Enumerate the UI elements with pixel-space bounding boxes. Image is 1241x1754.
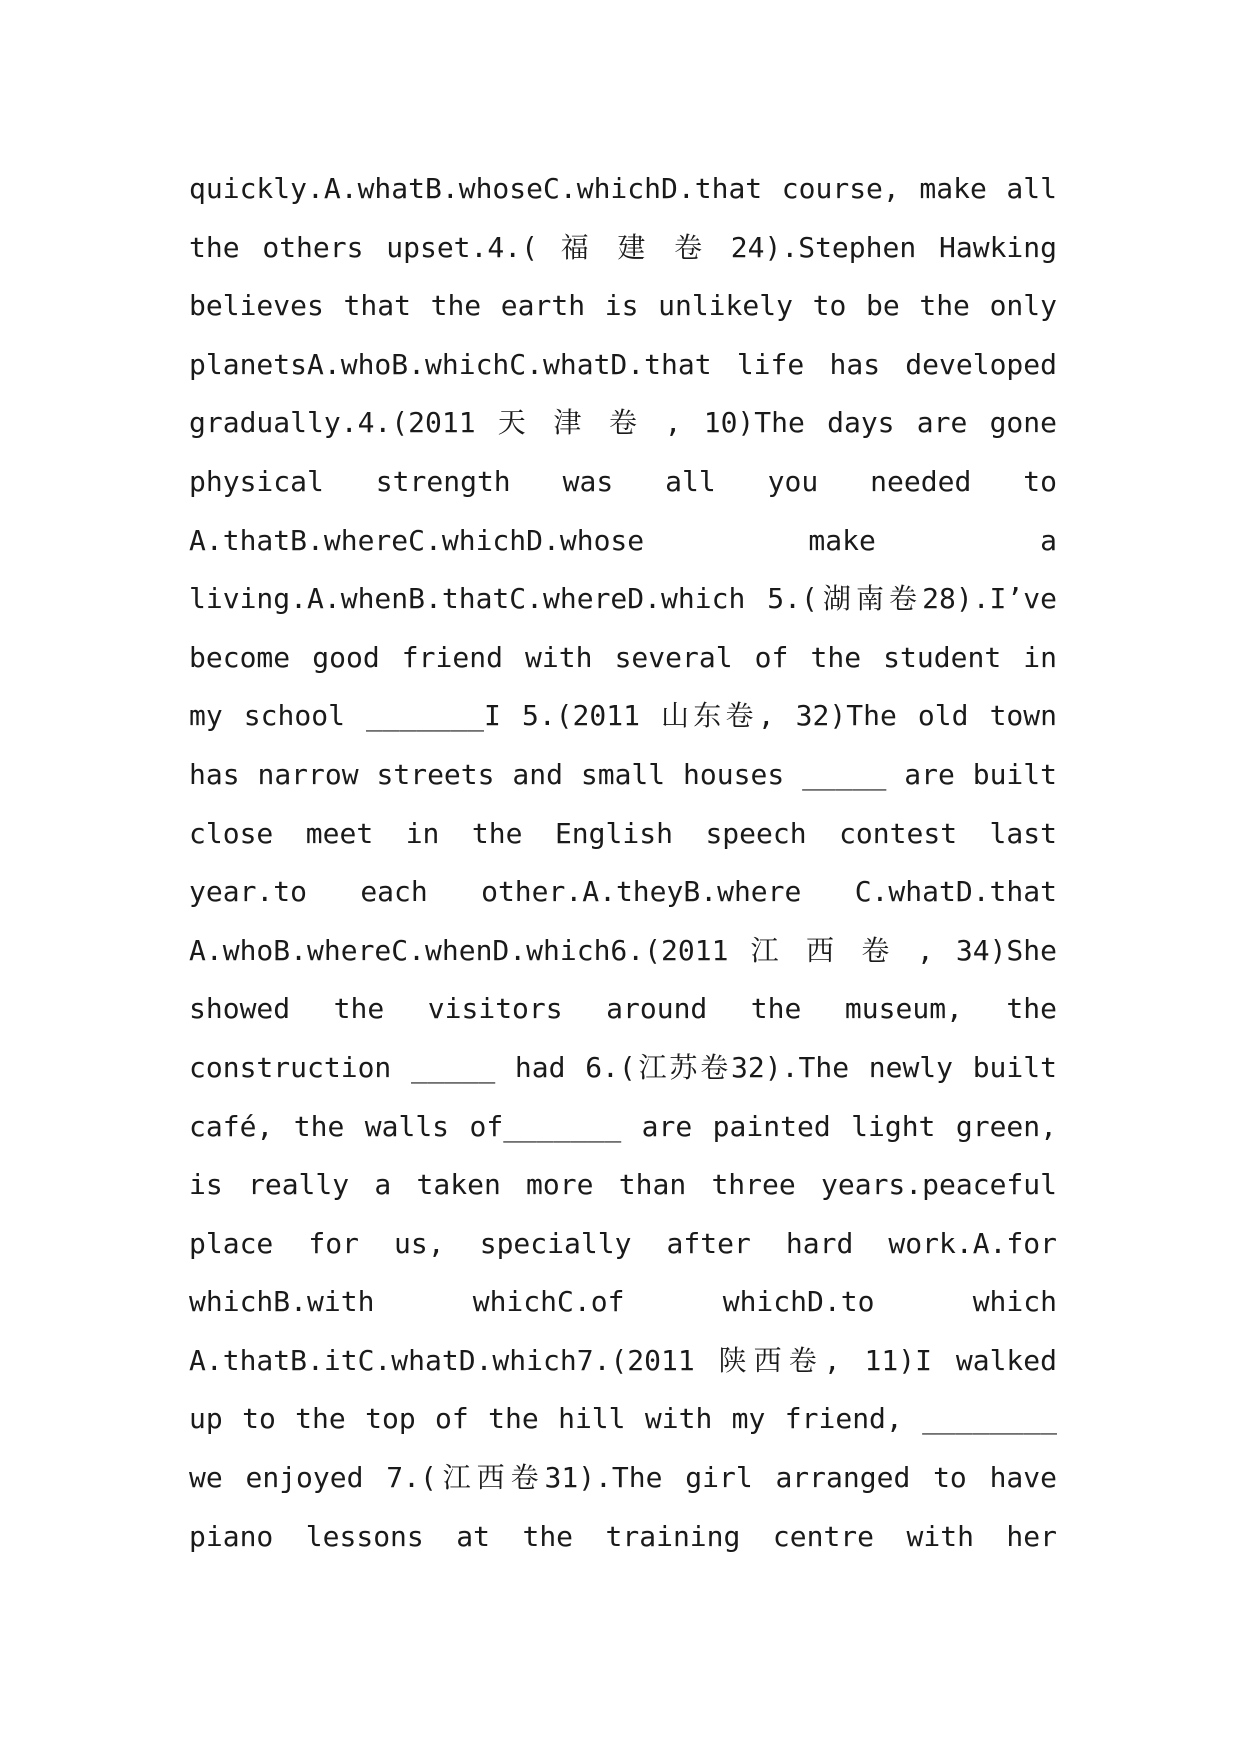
text-line: physical strength was all you needed to: [189, 464, 1057, 498]
text-line: year.to each other.A.theyB.where C.whatD.that: [189, 875, 1057, 909]
text-line: place for us, specially after hard work.A.for: [189, 1226, 1057, 1260]
text-line: the others upset.4.( 福 建 卷 24).Stephen Hawking: [189, 230, 1057, 264]
text-line: gradually.4.(2011 天 津 卷 , 10)The days are gone: [189, 406, 1057, 440]
text-line: close meet in the English speech contest last: [189, 816, 1057, 850]
text-line: showed the visitors around the museum, the: [189, 992, 1057, 1026]
text-line: A.thatB.whereC.whichD.whose make a: [189, 523, 1057, 557]
text-line: my school _______I 5.(2011 山东卷, 32)The old town: [189, 699, 1057, 733]
text-line: planetsA.whoB.whichC.whatD.that life has developed: [189, 347, 1057, 381]
text-line: has narrow streets and small houses _____ are built: [189, 757, 1057, 791]
text-line: is really a taken more than three years.peaceful: [189, 1168, 1057, 1202]
text-line: up to the top of the hill with my friend, ________: [189, 1402, 1057, 1436]
text-line: believes that the earth is unlikely to be the only: [189, 289, 1057, 323]
text-line: A.thatB.itC.whatD.which7.(2011 陕西卷, 11)I walked: [189, 1343, 1057, 1377]
text-line: quickly.A.whatB.whoseC.whichD.that course, make all: [189, 172, 1057, 205]
text-line: A.whoB.whereC.whenD.which6.(2011 江 西 卷 , 34)She: [189, 933, 1057, 967]
text-line: we enjoyed 7.(江西卷31).The girl arranged to have: [189, 1461, 1057, 1495]
text-line: construction _____ had 6.(江苏卷32).The newly built: [189, 1050, 1057, 1084]
text-line: piano lessons at the training centre with her: [189, 1519, 1057, 1553]
text-line: whichB.with whichC.of whichD.to which: [189, 1285, 1057, 1319]
text-line: living.A.whenB.thatC.whereD.which 5.(湖南卷28).I’ve: [189, 582, 1057, 616]
text-line: café, the walls of_______ are painted light green,: [189, 1109, 1057, 1143]
document-text-body: [189, 160, 1057, 1566]
text-line: become good friend with several of the student in: [189, 640, 1057, 674]
